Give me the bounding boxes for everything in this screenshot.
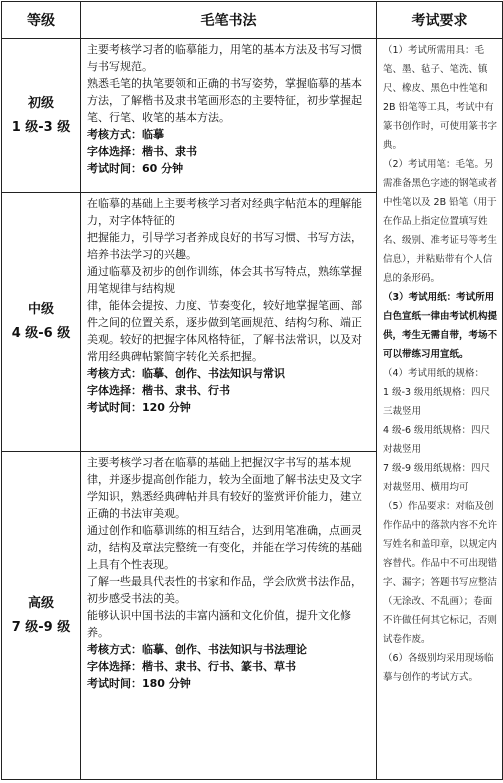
exam-mode: 考核方式：临摹、创作、书法知识与书法理论 — [87, 643, 307, 656]
level-grades: 1 级-3 级 — [11, 119, 71, 135]
description-line: 通过临摹及初步的创作训练，体会其书写特点，熟练掌握用笔规律与结构规 — [87, 265, 362, 295]
exam-mode: 考核方式：临摹、创作、书法知识与常识 — [87, 367, 285, 380]
level-grades: 4 级-6 级 — [11, 326, 71, 341]
level-name: 高级 — [27, 595, 54, 611]
description-line: 在临摹的基础上主要考核学习者对经典字帖范本的理解能力，对字体特征的 — [87, 197, 362, 227]
requirement-item: （3）考试用纸：考试所用白色宣纸一律由考试机构提供，考生无需自带，考场不可以带练习用宣纸。 — [383, 292, 498, 360]
requirement-item: 7 级-9 级用纸规格：四尺对裁竖用、横用均可 — [383, 463, 491, 493]
header-level: 等级 — [2, 2, 81, 39]
font-selection: 字体选择：楷书、隶书、行书、篆书、草书 — [87, 660, 296, 673]
requirement-item: 4 级-6 级用纸规格：四尺对裁竖用 — [383, 425, 491, 455]
description-line: 了解一些最具代表性的书家和作品，学会欣赏书法作品，初步感受书法的美。 — [87, 575, 362, 605]
requirement-item: （6）各级别均采用现场临摹与创作的考试方式。 — [383, 653, 494, 683]
requirement-item: （2）考试用笔：毛笔。另需准备黑色字迹的钢笔或者中性笔以及 2B 铅笔（用于在作品上指定位置填写姓名、级别、准考证号等考生信息），并粘贴带有个人信息的条形码。 — [383, 159, 498, 284]
level-name: 初级 — [27, 95, 54, 111]
row-beginner — [2, 39, 503, 193]
level-grades: 7 级-9 级 — [11, 619, 71, 635]
requirements-cell — [377, 39, 503, 780]
description-line: 通过创作和临摹训练的相互结合，达到用笔准确，点画灵动，结构及章法完整统一有变化，并能在学习传统的基础上具有个性表现。 — [87, 524, 362, 571]
description-line: 主要考核学习者在临摹的基础上把握汉字书写的基本规律，并逐步提高创作能力，较为全面地了解书法史及文字学知识，熟悉经典碑帖并具有较好的鉴赏评价能力，建立正确的书法审美观。 — [87, 456, 362, 520]
header-requirements: 考试要求 — [377, 2, 503, 39]
exam-time: 考试时间：180 分钟 — [87, 677, 191, 690]
description-cell — [81, 452, 377, 780]
level-name: 中级 — [27, 302, 54, 317]
level-cell — [2, 39, 81, 193]
font-selection: 字体选择：楷书、隶书、行书 — [87, 384, 230, 397]
level-cell — [2, 452, 81, 780]
level-cell — [2, 193, 81, 452]
description-line: 把握能力，引导学习者养成良好的书写习惯、书写方法，培养书法学习的兴趣。 — [87, 231, 362, 261]
exam-mode: 考核方式：临摹 — [87, 128, 164, 141]
description-line: 能够认识中国书法的丰富内涵和文化价值，提升文化修养。 — [87, 609, 351, 639]
header-row — [2, 2, 503, 39]
requirement-item: 1 级-3 级用纸规格：四尺三裁竖用 — [383, 387, 491, 417]
requirement-item: （4）考试用纸的规格： — [383, 368, 485, 379]
description-cell — [81, 193, 377, 452]
requirement-item: （1）考试所需用具：毛笔、墨、毡子、笔洗、镇尺、橡皮、黑色中性笔和 2B 铅笔等工具，考试中有篆书创作时，可使用篆书字典。 — [383, 45, 498, 151]
header-calligraphy: 毛笔书法 — [81, 2, 377, 39]
description-line: 律，能体会提按、力度、节奏变化，较好地掌握笔画、部件之间的位置关系，逐步做到笔画规范、结构匀称、端正美观。较好的把握字体风格特征，了解书法常识，以及对常用经典碑帖繁简字转化关系把握。 — [87, 299, 362, 363]
description-line: 熟悉毛笔的执笔要领和正确的书写姿势，掌握临摹的基本方法，了解楷书及隶书笔画形态的主要特征，初步掌握起笔、行笔、收笔的基本方法。 — [87, 77, 362, 124]
exam-table — [1, 1, 503, 780]
description-line: 主要考核学习者的临摹能力，用笔的基本方法及书写习惯与书写规范。 — [87, 43, 362, 73]
font-selection: 字体选择：楷书、隶书 — [87, 145, 197, 158]
requirement-item: （5）作品要求：对临及创作作品中的落款内容不允许写姓名和盖印章，以规定内容替代。作品中不可出现错字、漏字；答题书写应整洁（无涂改、不乱画）；卷面不许做任何其它标记，否则试卷作废。 — [383, 501, 498, 645]
description-cell — [81, 39, 377, 193]
exam-time: 考试时间：120 分钟 — [87, 401, 191, 414]
exam-time: 考试时间：60 分钟 — [87, 162, 184, 175]
